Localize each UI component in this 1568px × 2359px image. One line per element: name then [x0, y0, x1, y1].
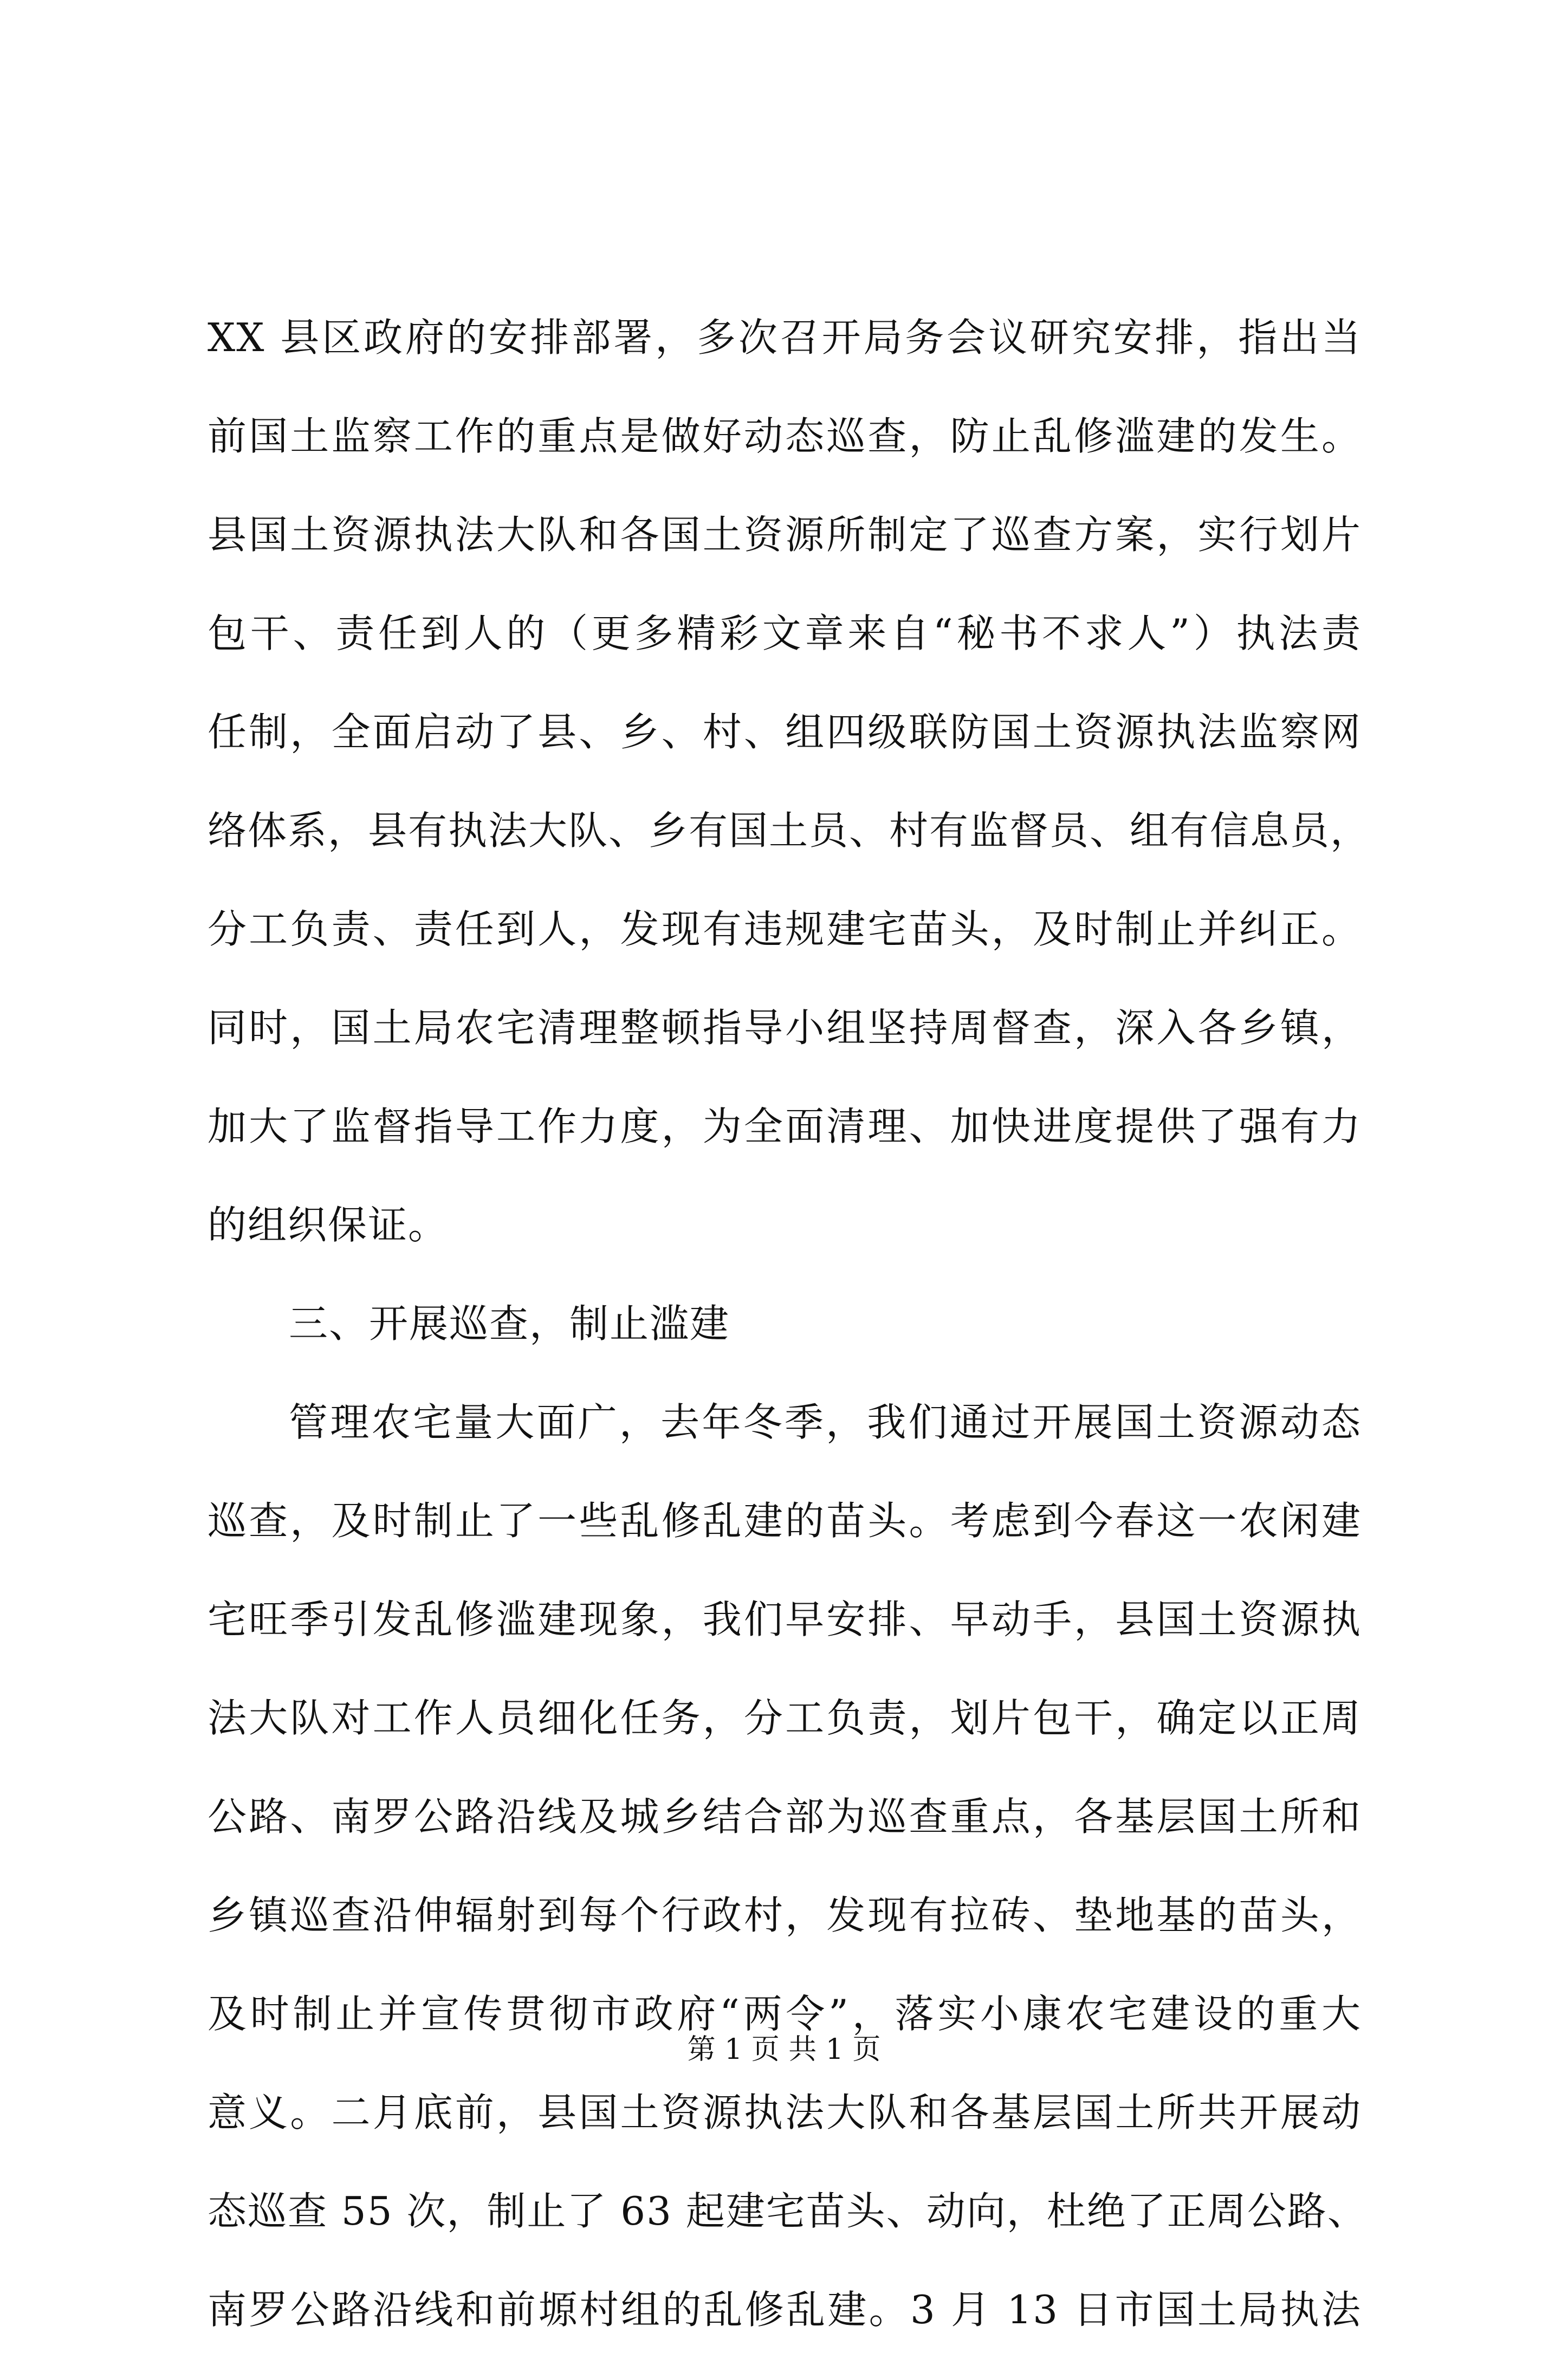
body-line: XX 县区政府的安排部署，多次召开局务会议研究安排，指出当 [208, 315, 1362, 360]
paragraph-first-line: 管理农宅量大面广，去年冬季，我们通过开展国土资源动态 [289, 1399, 1362, 1445]
body-line: 及时制止并宣传贯彻市政府“两令”，落实小康农宅建设的重大 [208, 1991, 1362, 2037]
body-line: 县国土资源执法大队和各国土资源所制定了巡查方案，实行划片 [208, 512, 1362, 558]
body-line: 公路、南罗公路沿线及城乡结合部为巡查重点，各基层国土所和 [208, 1794, 1362, 1839]
body-line: 南罗公路沿线和前塬村组的乱修乱建。3 月 13 日市国土局执法 [208, 2287, 1362, 2332]
body-line: 加大了监督指导工作力度，为全面清理、加快进度提供了强有力 [208, 1104, 1362, 1149]
body-line: 态巡查 55 次，制止了 63 起建宅苗头、动向，杜绝了正周公路、 [208, 2188, 1368, 2234]
body-line: 络体系，县有执法大队、乡有国土员、村有监督员、组有信息员， [208, 808, 1371, 853]
page-footer: 第 1 页 共 1 页 [687, 2033, 881, 2066]
body-line: 分工负责、责任到人，发现有违规建宅苗头，及时制止并纠正。 [208, 906, 1362, 952]
body-line: 法大队对工作人员细化任务，分工负责，划片包干，确定以正周 [208, 1695, 1362, 1741]
body-line: 巡查，及时制止了一些乱修乱建的苗头。考虑到今春这一农闲建 [208, 1498, 1362, 1544]
body-line: 包干、责任到人的（更多精彩文章来自“秘书不求人”）执法责 [208, 611, 1362, 656]
body-line: 任制，全面启动了县、乡、村、组四级联防国土资源执法监察网 [208, 709, 1362, 755]
section-heading: 三、开展巡查，制止滥建 [289, 1301, 730, 1346]
body-line: 意义。二月底前，县国土资源执法大队和各基层国土所共开展动 [208, 2090, 1362, 2135]
body-line: 同时，国土局农宅清理整顿指导小组坚持周督查，深入各乡镇， [208, 1005, 1362, 1051]
body-line: 宅旺季引发乱修滥建现象，我们早安排、早动手，县国土资源执 [208, 1597, 1362, 1642]
body-line: 前国土监察工作的重点是做好动态巡查，防止乱修滥建的发生。 [208, 413, 1362, 459]
body-line: 乡镇巡查沿伸辐射到每个行政村，发现有拉砖、垫地基的苗头， [208, 1893, 1362, 1938]
body-line: 的组织保证。 [208, 1202, 449, 1248]
